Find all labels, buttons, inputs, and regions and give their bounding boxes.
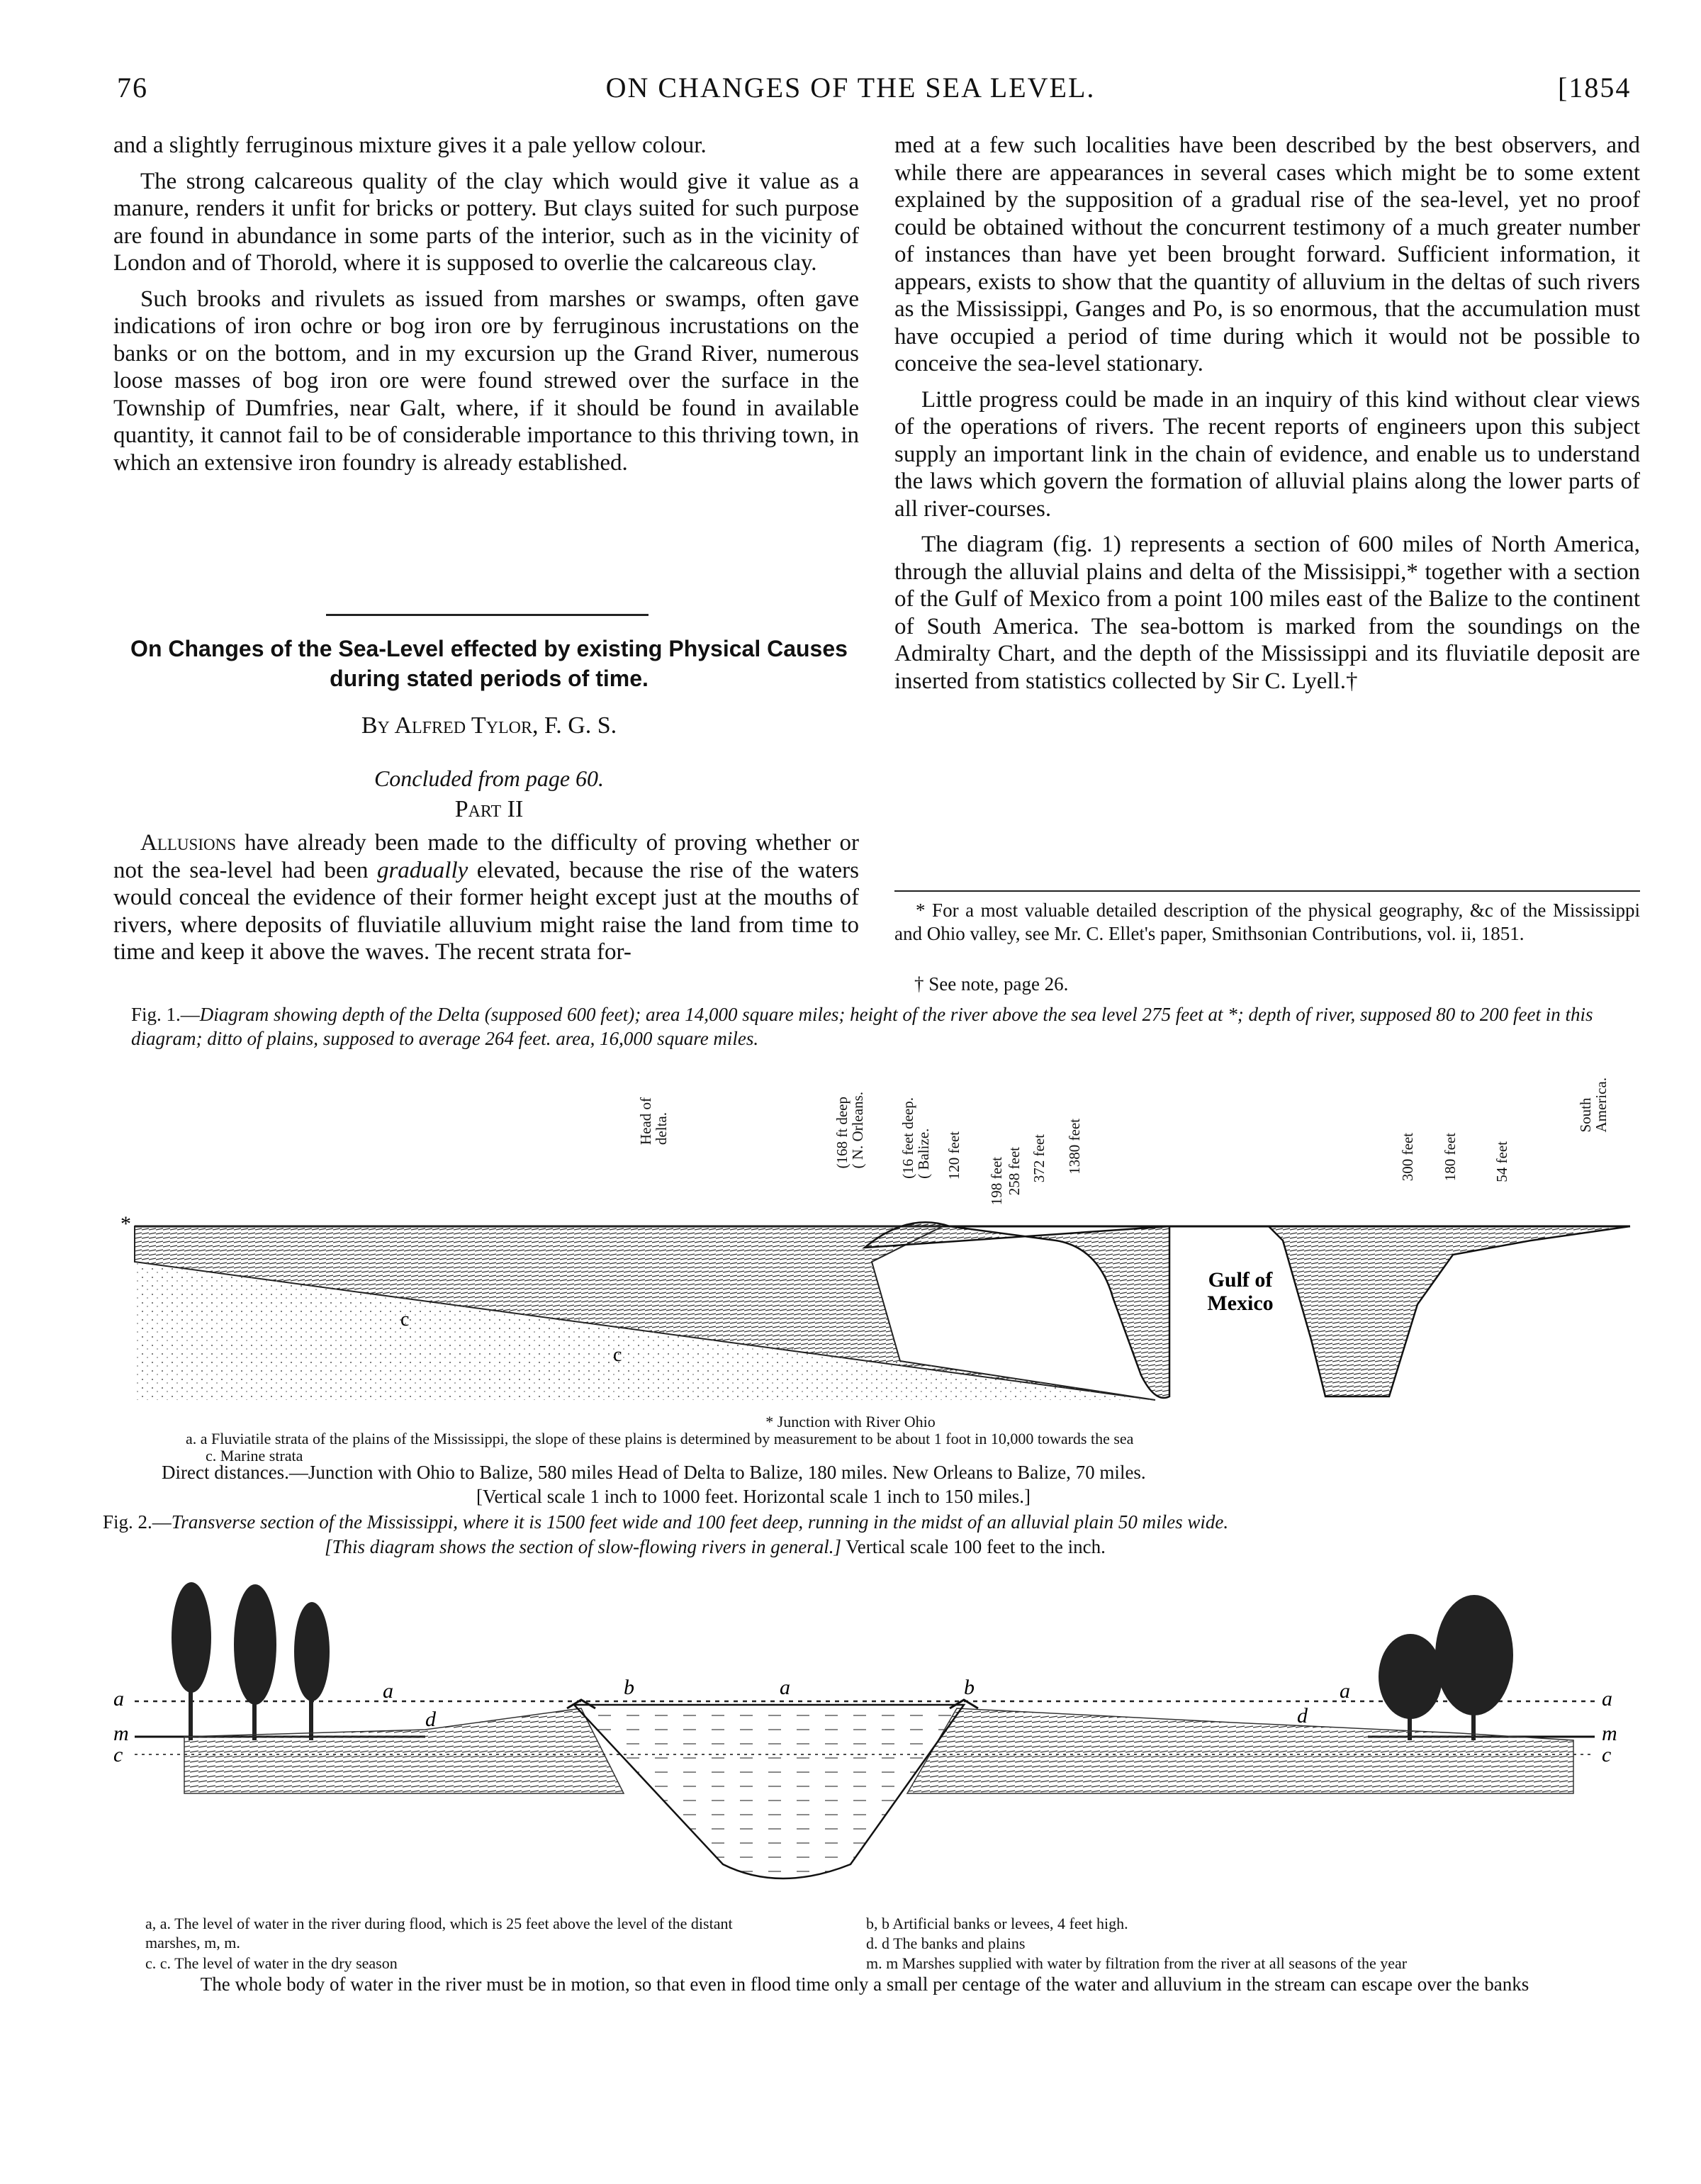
right-paragraph-3: The diagram (fig. 1) represents a section of 600 miles of North America, through the alluvial plains and delta of the Missisippi,* together with a section of the Gulf of Mexico from a point 100 miles east of the Balize to the continent of South America. The sea-bottom is marked from the soundings on the Admiralty Chart, and the depth of the Mississippi and its fluviatile deposit are inserted from statistics collected by Sir C. Lyell.†	[894, 532, 1640, 694]
label-180-feet: 180 feet	[1442, 1133, 1459, 1182]
fig1-caption	[131, 1002, 1648, 1051]
fig2-legend-cc: c. c. The level of water in the dry season	[145, 1954, 398, 1972]
fig2-label-a-2: a	[383, 1679, 393, 1703]
fig2-river-channel	[574, 1705, 964, 1878]
fig1-caption-label: Fig. 1.—	[131, 1004, 200, 1025]
fig2-label-m-left: m	[113, 1722, 129, 1745]
running-title: ON CHANGES OF THE SEA LEVEL.	[605, 72, 1096, 103]
fig2-closing-note: The whole body of water in the river must be in motion, so that even in flood time only a small per centage of the water and alluvium in the stream can escape over the banks	[200, 1973, 1529, 1995]
drop-lead: Allusions	[140, 830, 237, 856]
label-372-feet: 372 feet	[1031, 1134, 1048, 1183]
fig2-label-d-right: d	[1297, 1704, 1308, 1727]
label-1380-feet: 1380 feet	[1066, 1119, 1083, 1175]
fig1-scale: [Vertical scale 1 inch to 1000 feet. Horizontal scale 1 inch to 150 miles.]	[476, 1486, 1031, 1507]
label-head-of-delta: Head of delta.	[637, 1097, 670, 1146]
left-paragraph-4-text-b: elevated, because the rise of the waters would conceal the evidence of their former height except just at the mouths of rivers, where deposits of fluviatile alluvium might raise the land from time to time and keep it above the waves. The recent strata for-	[113, 857, 859, 965]
fig2-label-b-left: b	[624, 1676, 634, 1699]
fig1-junction-note: * Junction with River Ohio	[765, 1413, 936, 1430]
fig2-trees-left	[172, 1582, 330, 1740]
label-258-feet: 258 feet	[1006, 1147, 1023, 1196]
fig2-plain-left	[184, 1708, 624, 1793]
left-paragraph-4	[113, 829, 859, 966]
fig2-label-a-left: a	[113, 1687, 124, 1710]
label-54-feet: 54 feet	[1493, 1141, 1510, 1182]
fig2-label-d-left: d	[425, 1708, 436, 1731]
article-author: By Alfred Tylor, F. G. S.	[361, 712, 617, 739]
left-column	[113, 132, 859, 485]
fig2-trees-right	[1379, 1595, 1513, 1740]
label-198-feet: 198 feet	[988, 1157, 1005, 1206]
fig2-caption-italic: [This diagram shows the section of slow-flowing rivers in general.]	[325, 1536, 842, 1557]
fig2-caption-label: Fig. 2.—	[103, 1511, 172, 1533]
fig2-label-m-right: m	[1602, 1722, 1617, 1745]
fig2-label-c-left: c	[113, 1743, 123, 1766]
fig2-label-a-right: a	[1340, 1679, 1350, 1703]
fig2-label-b-right: b	[964, 1676, 975, 1699]
left-paragraph-3: Such brooks and rivulets as issued from marshes or swamps, often gave indications of iron ochre or bog iron ore by ferruginous incrustations on the banks or on the bottom, and in my excursion up the Grand River, numerous loose masses of bog iron ore were found strewed over the surface in the Township of Dumfries, near Galt, where, if it should be found in available quantity, it cannot fail to be of considerable importance to this thriving town, in which an extensive iron foundry is already established.	[113, 286, 859, 476]
fig2-legend-bb: b, b Artificial banks or levees, 4 feet high.	[866, 1915, 1128, 1932]
fig1-gulf-bottom	[1269, 1226, 1630, 1396]
fig2-caption-text: Transverse section of the Mississippi, where it is 1500 feet wide and 100 feet deep, running in the midst of an alluvial plain 50 miles wide.	[171, 1511, 1229, 1533]
continuation-note: Concluded from page 60.	[374, 766, 605, 791]
fig1-distances: Direct distances.—Junction with Ohio to Balize, 580 miles Head of Delta to Balize, 180 miles. New Orleans to Balize, 70 miles.	[162, 1462, 1146, 1483]
left-paragraph-2: The strong calcareous quality of the clay which would give it value as a manure, renders it unfit for bricks or pottery. But clays suited for such purpose are found in abundance in some parts of the interior, such as in the vicinity of London and of Thorold, where it is supposed to overlie the calcareous clay.	[113, 168, 859, 276]
fig1-section-diagram	[120, 1198, 1637, 1411]
fig1-star: *	[120, 1212, 131, 1236]
fig2-legend-mm: m. m Marshes supplied with water by filtration from the river at all seasons of the year	[866, 1954, 1408, 1972]
fig2-label-a-mid: a	[780, 1676, 790, 1699]
label-balize: (16 feet deep. ( Balize.	[899, 1097, 932, 1179]
fig2-section-diagram	[113, 1581, 1623, 1907]
footnote-1: * For a most valuable detailed description of the physical geography, &c of the Mississippi and Ohio valley, see Mr. C. Ellet's paper, Smithsonian Contributions, vol. ii, 1851.	[894, 900, 1640, 944]
fig1-caption-text: Diagram showing depth of the Delta (supposed 600 feet); area 14,000 square miles; height of the river above the sea level 275 feet at *; depth of river, supposed 80 to 200 feet in this diagram; ditto of plains, supposed to average 264 feet. area, 16,000 square miles.	[131, 1004, 1593, 1049]
fig1-legend-c: c. Marine strata	[206, 1447, 303, 1465]
right-paragraph-1: med at a few such localities have been described by the best observers, and while there are appearances in several cases which might be to some extent explained by the supposition of a gradual rise of the sea-level, yet no proof could be obtained without the concurrent testimony of a much greater number of instances than have yet been brought forward. Sufficient information, it appears, exists to show that the quantity of alluvium in the deltas of such rivers as the Mississippi, Ganges and Po, is so enormous, that the accumulation must have occupied a period of time during which it would not be possible to conceive the sea-level stationary.	[894, 133, 1640, 376]
footnote-2: † See note, page 26.	[914, 973, 1069, 995]
label-300-feet: 300 feet	[1399, 1133, 1416, 1182]
left-paragraph-4-emphasis: gradually	[376, 857, 468, 883]
fig2-legend-aa: a, a. The level of water in the river during flood, which is 25 feet above the level of the distant marshes, m, m.	[145, 1915, 733, 1951]
right-column	[894, 132, 1640, 703]
fig1-label-c1: c	[400, 1309, 410, 1331]
fig2-legend-dd: d. d The banks and plains	[866, 1934, 1026, 1952]
page-number: 76	[117, 72, 148, 103]
fig1-legend-a: a. a Fluviatile strata of the plains of the Mississippi, the slope of these plains is determined by measurement to be about 1 foot in 10,000 towards the sea	[186, 1430, 1134, 1447]
article-title: On Changes of the Sea-Level effected by existing Physical Causes during stated periods of time.	[130, 636, 848, 691]
fig2-caption	[103, 1510, 1662, 1534]
fig2-label-c-right: c	[1602, 1743, 1612, 1766]
label-120-feet: 120 feet	[945, 1131, 962, 1180]
section-divider	[326, 614, 649, 616]
right-paragraph-2: Little progress could be made in an inquiry of this kind without clear views of the operations of rivers. The recent reports of engineers upon this subject supply an important link in the chain of evidence, and enable us to understand the laws which govern the formation of alluvial plains along the lower parts of all river-courses.	[894, 386, 1640, 522]
fig1-gulf-label: Gulf of Mexico	[1207, 1268, 1274, 1315]
footnote-rule	[894, 890, 1640, 892]
part-heading: Part II	[454, 796, 524, 822]
label-south-america: South America.	[1577, 1077, 1610, 1133]
left-paragraph-1: and a slightly ferruginous mixture gives it a pale yellow colour.	[113, 133, 707, 158]
fig2-caption-note	[325, 1535, 1600, 1559]
fig1-label-c2: c	[613, 1344, 622, 1366]
fig2-caption-scale: Vertical scale 100 feet to the inch.	[841, 1536, 1106, 1557]
fig2-label-a-far-right: a	[1602, 1687, 1612, 1710]
label-new-orleans: (168 ft deep ( N. Orleans.	[833, 1092, 866, 1169]
left-paragraph-4-text-a: have already been made to the difficulty of proving whether or not the sea-level had been	[113, 830, 859, 883]
volume-year: [1854	[1558, 72, 1632, 103]
